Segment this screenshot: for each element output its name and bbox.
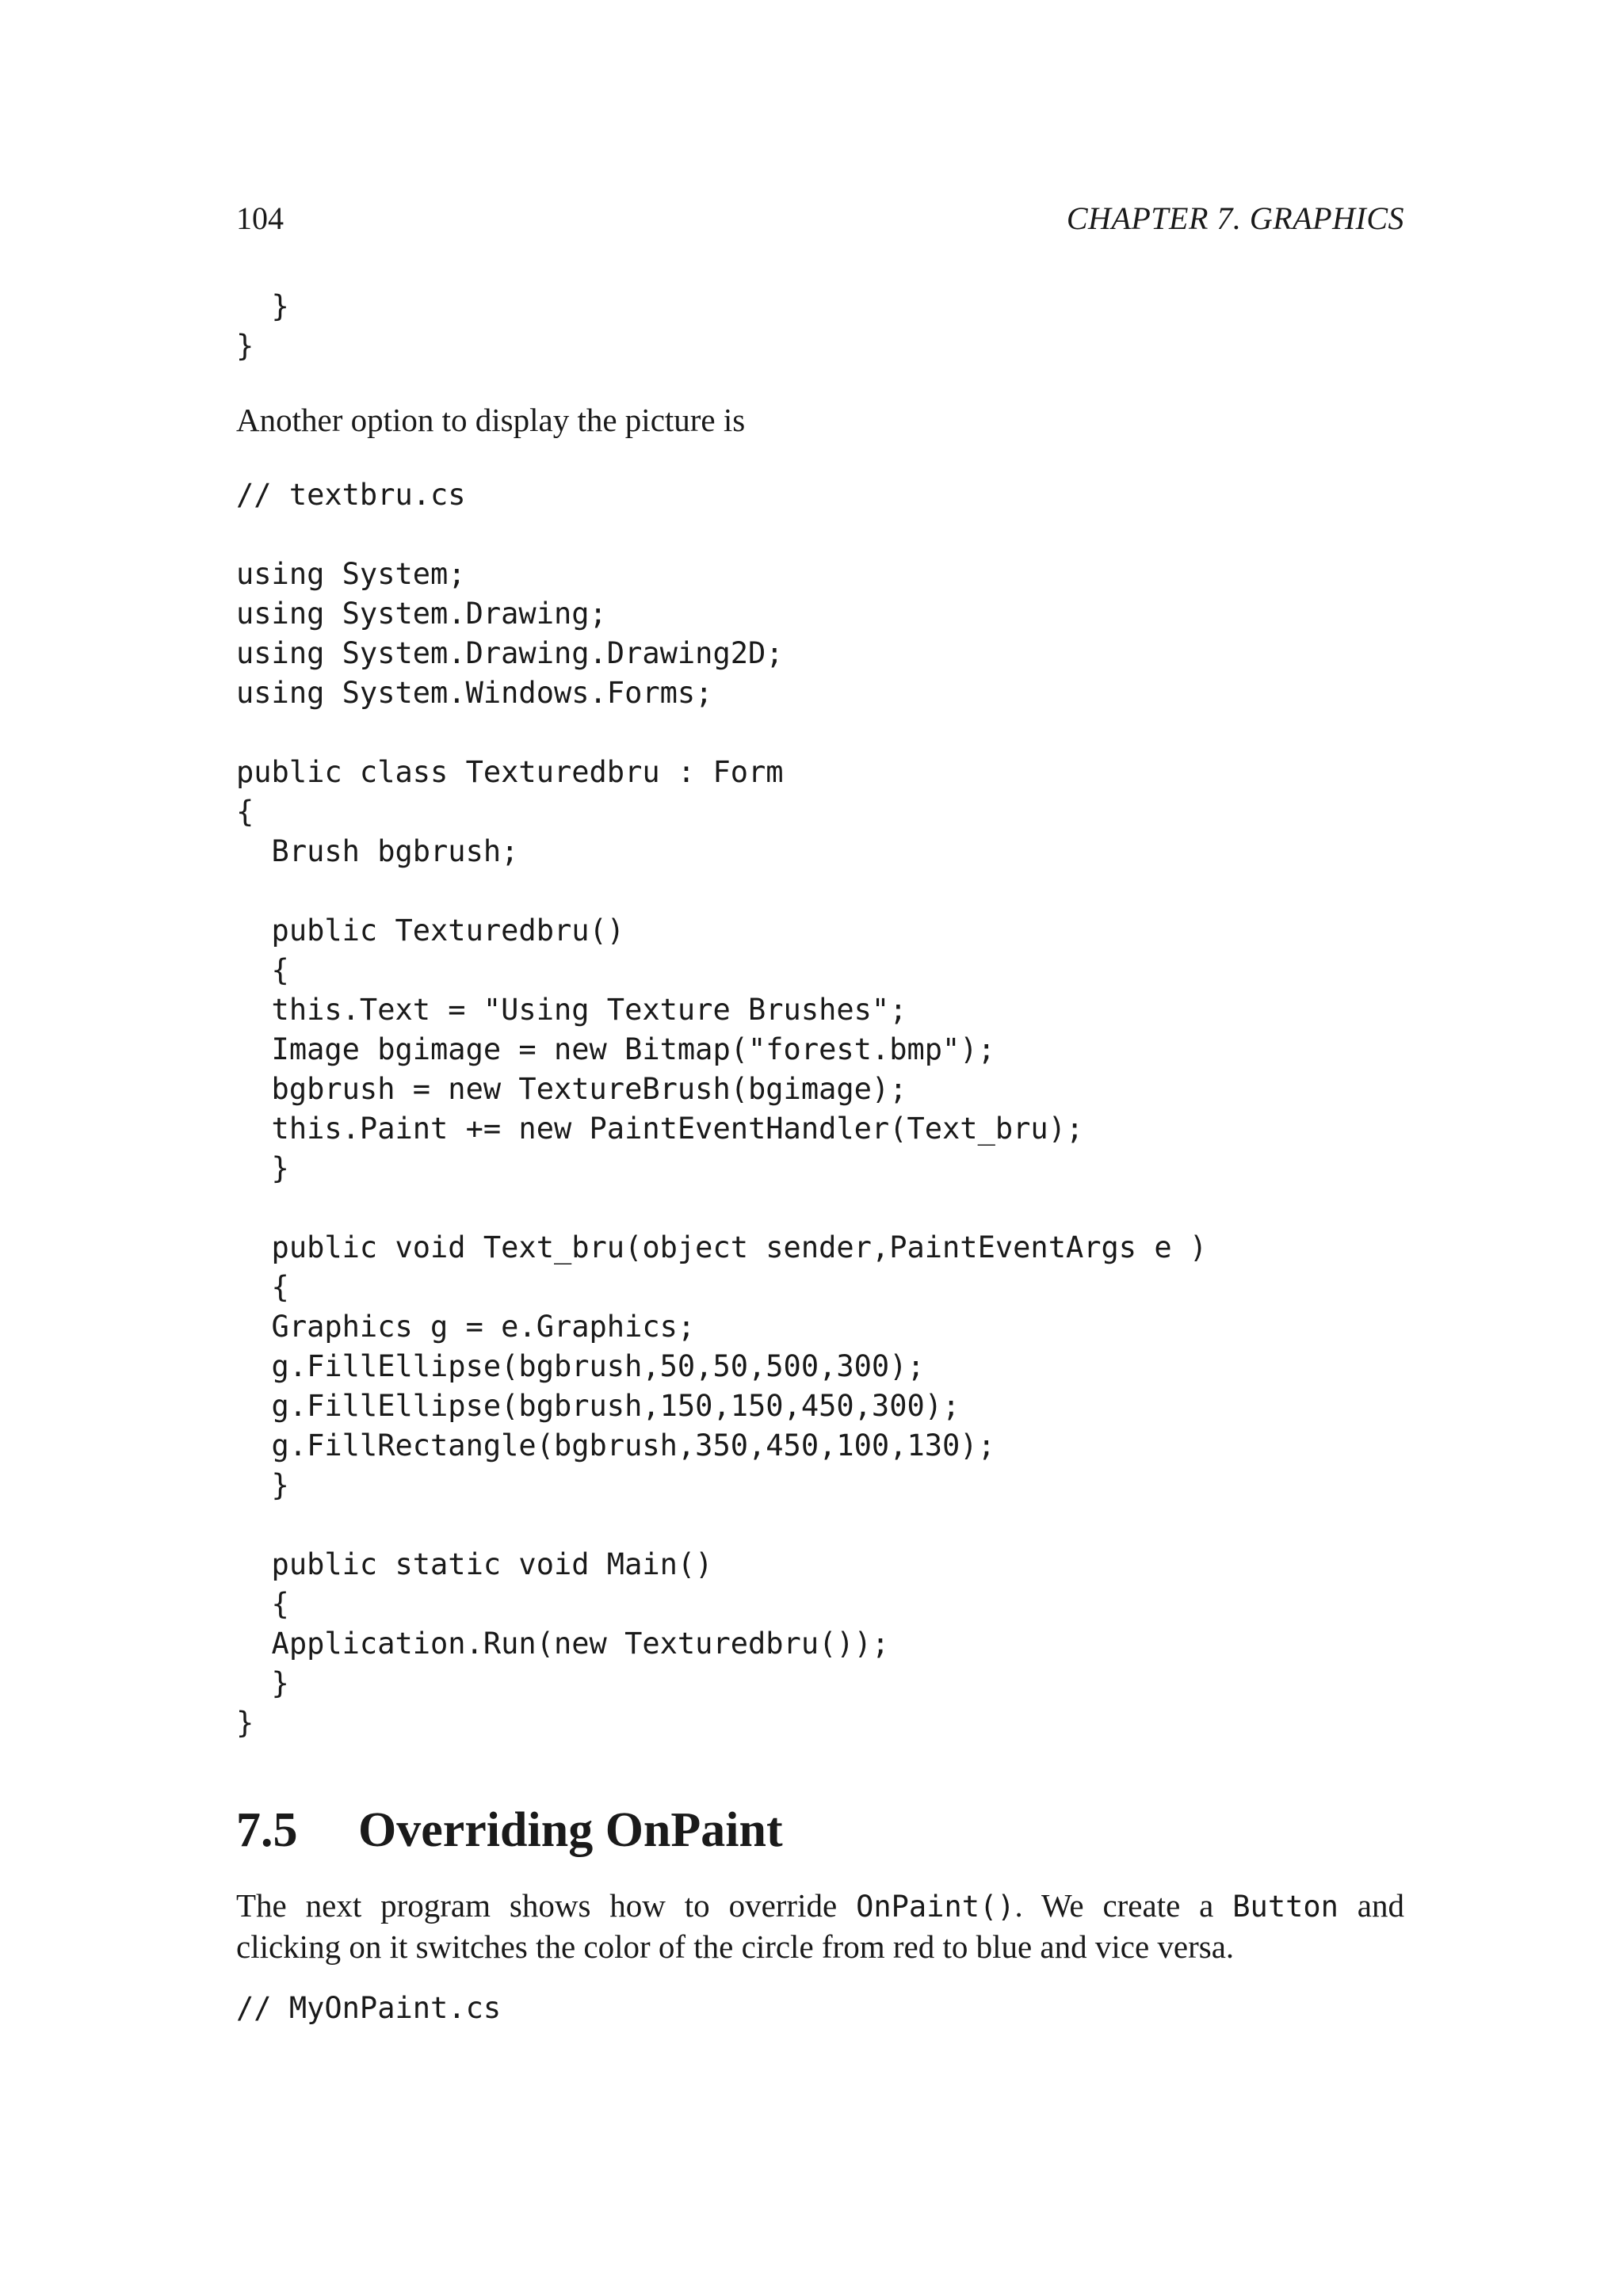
code-block-tail	[236, 287, 289, 366]
code-line: g.FillEllipse(bgbrush,50,50,500,300);	[236, 1349, 925, 1383]
code-line: }	[236, 289, 289, 323]
paragraph-text: and	[1338, 1887, 1405, 1924]
code-line	[236, 1505, 1207, 1545]
code-line: {	[236, 1587, 289, 1621]
code-block-textbru	[236, 475, 1207, 1743]
paragraph-text: . We create a	[1014, 1887, 1233, 1924]
section-heading	[236, 1798, 783, 1862]
paragraph-text: The next program shows how to override	[236, 1887, 857, 1924]
code-line: g.FillRectangle(bgbrush,350,450,100,130);	[236, 1428, 995, 1463]
section-number: 7.5	[236, 1803, 298, 1857]
section-title: Overriding OnPaint	[358, 1803, 783, 1857]
code-line	[236, 1188, 1207, 1228]
code-line: Image bgimage = new Bitmap("forest.bmp");	[236, 1032, 995, 1066]
page-number: 104	[236, 200, 284, 236]
code-line: this.Paint += new PaintEventHandler(Text_bru);	[236, 1112, 1084, 1146]
intro-paragraph: Another option to display the picture is	[236, 402, 746, 438]
code-line: {	[236, 795, 254, 829]
code-line	[236, 871, 1207, 911]
code-line: }	[236, 1706, 254, 1740]
running-head: CHAPTER 7. GRAPHICS	[1066, 200, 1404, 236]
code-line	[236, 515, 1207, 555]
code-line: public void Text_bru(object sender,PaintEventArgs e )	[236, 1230, 1208, 1264]
inline-code-button: Button	[1232, 1890, 1338, 1924]
code-block-myonpaint	[236, 1989, 501, 2028]
code-line: using System.Drawing.Drawing2D;	[236, 636, 784, 670]
code-line: {	[236, 953, 289, 987]
code-line: g.FillEllipse(bgbrush,150,150,450,300);	[236, 1389, 960, 1423]
code-line: {	[236, 1270, 289, 1304]
section-paragraph-line-2: clicking on it switches the color of the circle from red to blue and vice versa.	[236, 1928, 1235, 1965]
code-line: using System;	[236, 557, 466, 591]
code-line: Brush bgbrush;	[236, 834, 519, 868]
code-line: public Texturedbru()	[236, 913, 625, 948]
page-header	[236, 196, 1404, 241]
code-line: Application.Run(new Texturedbru());	[236, 1627, 890, 1661]
code-line: bgbrush = new TextureBrush(bgimage);	[236, 1072, 907, 1106]
code-line: }	[236, 329, 254, 363]
code-line: // textbru.cs	[236, 478, 466, 512]
code-line: }	[236, 1151, 289, 1185]
code-line: this.Text = "Using Texture Brushes";	[236, 993, 907, 1027]
code-line: }	[236, 1666, 289, 1700]
code-line: }	[236, 1468, 289, 1502]
code-line: // MyOnPaint.cs	[236, 1991, 502, 2025]
code-line: public static void Main()	[236, 1547, 713, 1581]
code-line: Graphics g = e.Graphics;	[236, 1310, 696, 1344]
section-paragraph-line-1	[236, 1886, 1404, 1927]
inline-code-onpaint: OnPaint()	[856, 1890, 1015, 1924]
code-line: using System.Windows.Forms;	[236, 676, 713, 710]
code-line	[236, 713, 1207, 753]
code-line: using System.Drawing;	[236, 597, 607, 631]
section-paragraph	[236, 1886, 1404, 1966]
code-line: public class Texturedbru : Form	[236, 755, 784, 789]
